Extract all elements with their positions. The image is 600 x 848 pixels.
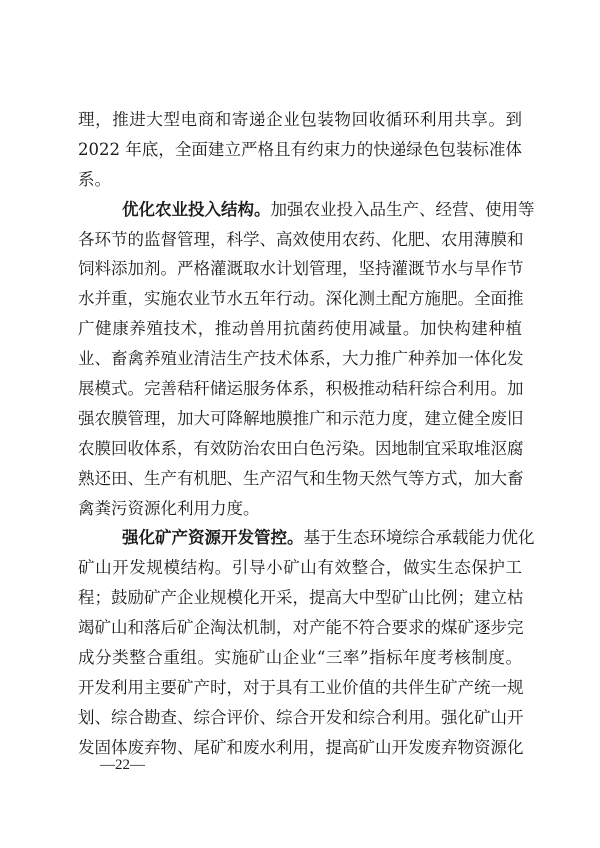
document-body [78,105,535,763]
text-line [78,344,522,374]
line-text: 强农膜管理，加大可降解地膜推广和示范力度，建立健全废旧 [78,408,524,428]
text-line [78,703,522,733]
text-line [78,254,522,284]
text-line [78,135,522,165]
text-line [78,404,522,434]
text-line [78,673,522,703]
text-line [78,464,522,494]
text-line [78,643,522,673]
line-text: 饲料添加剂。严格灌溉取水计划管理，坚持灌溉节水与旱作节 [78,259,524,279]
line-text: 理，推进大型电商和寄递企业包装物回收循环利用共享。到 [78,110,522,129]
paragraph [78,195,535,524]
line-text: 各环节的监督管理，科学、高效使用农药、化肥、农用薄膜和 [78,229,524,249]
line-text: 基于生态环境综合承载能力优化 [303,528,535,548]
line-text: 广健康养殖技术，推动兽用抗菌药使用减量。加快构建种植 [78,319,522,339]
text-line [78,105,522,135]
paragraph-heading: 强化矿产资源开发管控。 [122,528,304,548]
line-text: 系。 [78,169,111,189]
line-text: 程；鼓励矿产企业规模化开采，提高大中型矿山比例；建立枯 [78,588,524,608]
text-line [78,553,522,583]
text-line [78,374,522,404]
line-text: 划、综合勘查、综合评价、综合开发和综合利用。强化矿山开 [78,707,524,727]
line-text: 展模式。完善秸秆储运服务体系，积极推动秸秆综合利用。加 [78,379,524,399]
line-text: 竭矿山和落后矿企淘汰机制，对产能不符合要求的煤矿逐步完 [78,618,524,638]
text-line [78,523,535,553]
text-line [78,583,522,613]
text-line [78,613,522,643]
text-line [78,494,522,524]
paragraph [78,523,535,762]
text-line [78,195,535,225]
line-text: 熟还田、生产有机肥、生产沼气和生物天然气等方式，加大畜 [78,468,524,488]
line-text: 水并重，实施农业节水五年行动。深化测土配方施肥。全面推 [78,289,524,309]
text-line [78,284,522,314]
page-number: —22— [100,757,145,773]
line-text: 成分类整合重组。实施矿山企业“三率”指标年度考核制度。 [78,648,522,668]
line-text: 矿山开发规模结构。引导小矿山有效整合，做实生态保护工 [78,558,522,578]
text-line [78,225,522,255]
text-line [78,314,522,344]
paragraph-heading: 优化农业投入结构。 [122,199,271,219]
line-text: 农膜回收体系，有效防治农田白色污染。因地制宜采取堆沤腐 [78,438,524,458]
line-text: 开发利用主要矿产时，对于具有工业价值的共伴生矿产统一规 [78,677,524,697]
line-text: 业、畜禽养殖业清洁生产技术体系，大力推广种养加一体化发 [78,349,524,369]
line-text: 加强农业投入品生产、经营、使用等 [270,199,535,219]
line-text: 发固体废弃物、尾矿和废水利用，提高矿山开发废弃物资源化 [78,737,524,757]
text-line [78,434,522,464]
text-line [78,165,522,195]
line-text: 禽粪污资源化利用力度。 [78,498,260,518]
paragraph [78,105,522,195]
line-text: 2022 年底，全面建立严格且有约束力的快递绿色包装标准体 [78,139,522,159]
